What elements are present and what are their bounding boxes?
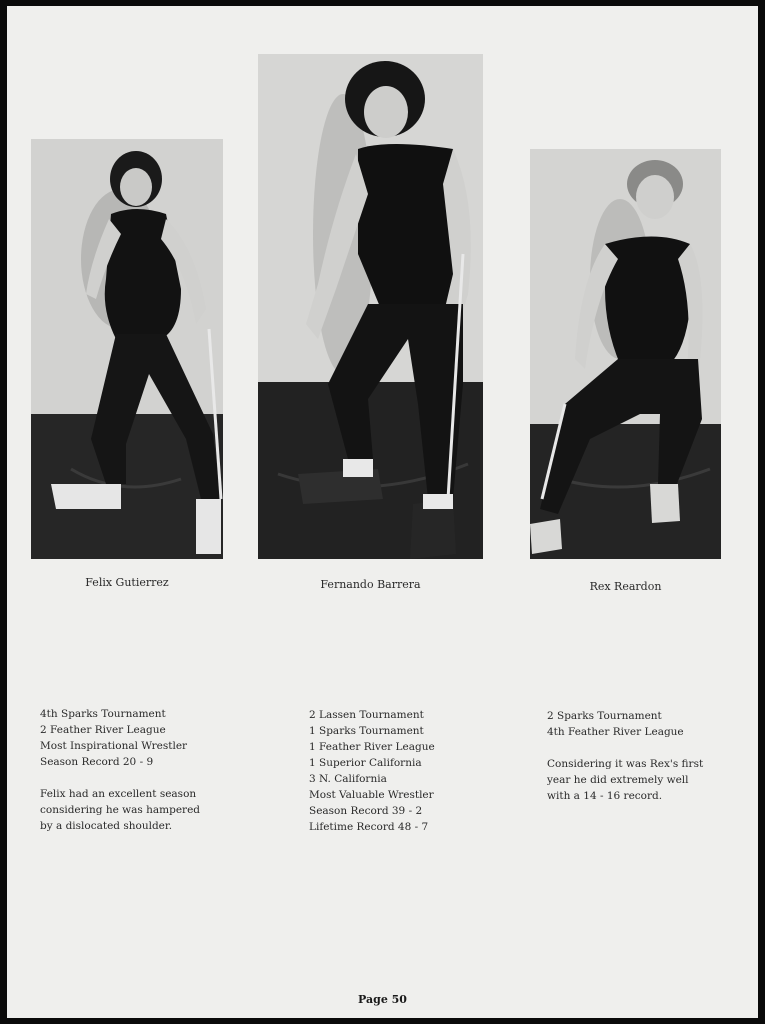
record-line: Season Record 39 - 2	[309, 805, 423, 817]
stats-rex-reardon	[547, 708, 703, 804]
page-number: Page 50	[358, 993, 407, 1006]
record-line: 4th Sparks Tournament	[40, 708, 166, 720]
record-line: 3 N. California	[309, 773, 387, 785]
stats-fernando-barrera	[309, 707, 435, 835]
note-line: by a dislocated shoulder.	[40, 820, 173, 832]
name-rex-reardon: Rex Reardon	[589, 580, 662, 593]
record-line: 2 Lassen Tournament	[309, 709, 424, 721]
yearbook-page	[7, 6, 758, 1018]
note-line: considering he was hampered	[40, 804, 201, 816]
record-line: Most Valuable Wrestler	[309, 789, 434, 801]
photo-felix-gutierrez	[31, 139, 223, 559]
photo-fernando-barrera	[258, 54, 483, 559]
record-line: 1 Superior California	[309, 757, 422, 769]
record-line: Season Record 20 - 9	[40, 756, 154, 768]
note-line: with a 14 - 16 record.	[547, 790, 663, 802]
note-line: Considering it was Rex's first	[547, 758, 704, 770]
note-line: Felix had an excellent season	[40, 788, 197, 800]
name-felix-gutierrez: Felix Gutierrez	[85, 576, 169, 589]
record-line: Most Inspirational Wrestler	[40, 740, 188, 752]
photo-rex-reardon	[530, 149, 721, 559]
record-line: 1 Feather River League	[309, 741, 435, 753]
note-paragraph	[40, 786, 200, 834]
note-line: year he did extremely well	[547, 774, 689, 786]
record-line: Lifetime Record 48 - 7	[309, 821, 429, 833]
note-paragraph	[547, 756, 703, 804]
name-fernando-barrera: Fernando Barrera	[320, 578, 421, 591]
record-line: 2 Sparks Tournament	[547, 710, 662, 722]
stats-felix-gutierrez	[40, 706, 200, 834]
record-line: 1 Sparks Tournament	[309, 725, 424, 737]
record-line: 2 Feather River League	[40, 724, 166, 736]
record-line: 4th Feather River League	[547, 726, 684, 738]
